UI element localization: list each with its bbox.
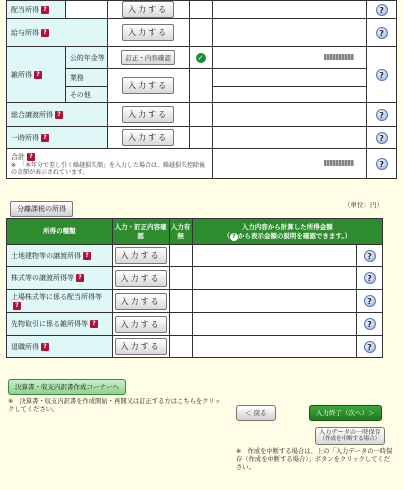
- header-calc: 入力内容から計算した所得金額 （ ? から表示金額の説明を確認できます。）: [192, 219, 382, 245]
- header-kind: 所得の種類: [7, 219, 113, 245]
- gokei-note: ※ 「本年分で差し引く繰越損失額」を入力した場合は、繰越損失控除後の金額が表示されています。: [11, 161, 206, 176]
- help-icon[interactable]: ?: [376, 27, 388, 39]
- temp-save-button[interactable]: 入力データの一時保存 （作成を中断する場合）: [315, 427, 385, 445]
- zatsu-sub-sonota: その他: [65, 87, 107, 103]
- zatsu-sub-gyomu: 業務: [65, 69, 107, 87]
- check-icon: ✓: [196, 53, 206, 63]
- masked-amount: [324, 160, 354, 166]
- help-icon[interactable]: ?: [364, 341, 376, 353]
- haito-input-button[interactable]: 入力する: [122, 1, 174, 18]
- save-note: ※ 作成を中断する場合は、上の「入力データの一時保存（作成を中断する場合）」ボタンをクリックしてください。: [236, 448, 393, 471]
- kyuyo-input-button[interactable]: 入力する: [122, 24, 174, 41]
- help-icon[interactable]: ?: [376, 109, 388, 121]
- help-badge-icon[interactable]: ?: [13, 302, 21, 310]
- jojo-haito-input-button[interactable]: 入力する: [115, 293, 167, 310]
- back-button[interactable]: ＜ 戻る: [236, 405, 276, 421]
- help-badge-icon[interactable]: ?: [90, 320, 98, 328]
- taishoku-input-button[interactable]: 入力する: [115, 338, 167, 355]
- sakimono-input-button[interactable]: 入力する: [115, 316, 167, 333]
- help-badge-icon[interactable]: ?: [41, 343, 49, 351]
- row-ichiji-label: 一時所得 ?: [7, 127, 108, 149]
- row-sogo-label: 総合譲渡所得 ?: [7, 103, 108, 127]
- header-input: 入力・訂正内容確認: [112, 219, 169, 245]
- row-kyuyo-label: 給与所得 ?: [7, 19, 108, 47]
- help-badge-icon[interactable]: ?: [76, 274, 84, 282]
- help-badge-icon[interactable]: ?: [83, 252, 91, 260]
- help-icon[interactable]: ?: [376, 158, 388, 170]
- ichiji-input-button[interactable]: 入力する: [122, 129, 174, 146]
- row-gokei: 合計 ? ※ 「本年分で差し引く繰越損失額」を入力した場合は、繰越損失控除後の金額が表示されています。: [7, 149, 213, 179]
- unit-label: （単位：円）: [344, 201, 383, 209]
- sogo-input-button[interactable]: 入力する: [122, 106, 174, 123]
- bunri-table: 所得の種類 入力・訂正内容確認 入力有無 入力内容から計算した所得金額 （ ? から表示金額の説明を確認できます。） 土地建物等の譲渡所得 ? 入力する ? 株式等の譲渡所得等 ? 入力する ? 上場株式等に係る配当所得等? 入力する ? 先物取引に係る雑所得等 ? 入力する ? 退職所得 ? 入力する ?: [6, 218, 383, 358]
- zatsu-sub-nenkin: 公的年金等: [65, 47, 107, 69]
- help-icon[interactable]: ?: [376, 132, 388, 144]
- bunri-section-button[interactable]: 分離課税の所得: [10, 201, 73, 217]
- help-icon[interactable]: ?: [364, 250, 376, 262]
- help-icon[interactable]: ?: [364, 318, 376, 330]
- income-table-upper: [6, 0, 397, 179]
- help-icon[interactable]: ?: [376, 4, 388, 16]
- header-yes: 入力有無: [169, 219, 192, 245]
- kessan-corner-button[interactable]: 決算書・収支内訳書作成コーナーへ: [8, 379, 126, 395]
- tochi-input-button[interactable]: 入力する: [115, 247, 167, 264]
- masked-amount: [324, 54, 354, 60]
- nenkin-confirm-button[interactable]: 訂正・内容確認: [121, 50, 175, 65]
- row-haito-label: 配当所得 ?: [7, 1, 66, 19]
- kabushiki-input-button[interactable]: 入力する: [115, 270, 167, 287]
- help-icon[interactable]: ?: [364, 272, 376, 284]
- help-badge-icon[interactable]: ?: [27, 153, 35, 161]
- help-badge-icon[interactable]: ?: [41, 6, 49, 14]
- help-icon: ?: [230, 233, 238, 241]
- zatsu-input-button[interactable]: 入力する: [122, 77, 174, 94]
- row-zatsu-label: 雑所得 ?: [7, 47, 66, 103]
- help-icon[interactable]: ?: [364, 295, 376, 307]
- help-badge-icon[interactable]: ?: [55, 111, 63, 119]
- next-button[interactable]: 入力終了（次へ）＞: [309, 405, 382, 421]
- help-badge-icon[interactable]: ?: [41, 29, 49, 37]
- help-badge-icon[interactable]: ?: [34, 71, 42, 79]
- help-icon[interactable]: ?: [376, 69, 388, 81]
- kessan-note: ※ 決算書・収支内訳書を作成開始・再開又は訂正する方はこちらをクリックしてください。: [8, 398, 221, 413]
- help-badge-icon[interactable]: ?: [41, 134, 49, 142]
